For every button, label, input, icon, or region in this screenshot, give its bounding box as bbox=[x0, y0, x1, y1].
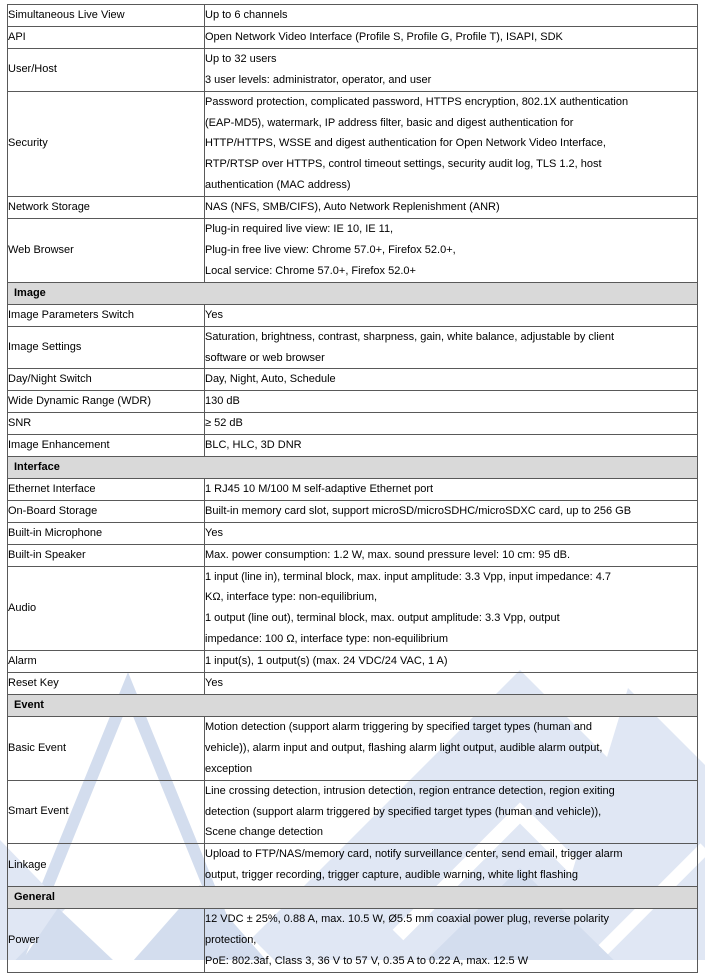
spec-value-line: Max. power consumption: 1.2 W, max. sound pressure level: 10 cm: 95 dB. bbox=[205, 548, 571, 561]
spec-value-line: Yes bbox=[205, 677, 223, 690]
spec-label: Security bbox=[8, 91, 205, 197]
spec-value-line: software or web browser bbox=[205, 351, 325, 364]
table-row bbox=[8, 844, 698, 887]
table-row bbox=[8, 478, 698, 500]
spec-value bbox=[205, 500, 698, 522]
spec-value bbox=[205, 478, 698, 500]
spec-value-line: Open Network Video Interface (Profile S, Profile G, Profile T), ISAPI, SDK bbox=[205, 30, 563, 43]
table-row bbox=[8, 219, 698, 283]
spec-label: Wide Dynamic Range (WDR) bbox=[8, 391, 205, 413]
spec-value bbox=[205, 673, 698, 695]
spec-value-line: Plug-in free live view: Chrome 57.0+, Firefox 52.0+, bbox=[205, 243, 456, 256]
spec-value-line: Built-in memory card slot, support microSD/microSDHC/microSDXC card, up to 256 GB bbox=[205, 504, 632, 517]
spec-value-line: HTTP/HTTPS, WSSE and digest authentication for Open Network Video Interface, bbox=[205, 137, 606, 150]
spec-label: Image Parameters Switch bbox=[8, 304, 205, 326]
spec-label: Smart Event bbox=[8, 780, 205, 844]
spec-value-line: Saturation, brightness, contrast, sharpness, gain, white balance, adjustable by client bbox=[205, 330, 615, 343]
section-title: Interface bbox=[8, 457, 698, 479]
spec-value bbox=[205, 522, 698, 544]
spec-label: Network Storage bbox=[8, 197, 205, 219]
spec-label: Power bbox=[8, 909, 205, 973]
spec-value bbox=[205, 369, 698, 391]
spec-value-line: exception bbox=[205, 762, 253, 775]
spec-label: SNR bbox=[8, 413, 205, 435]
spec-value-line: BLC, HLC, 3D DNR bbox=[205, 439, 302, 452]
spec-value-line: 1 input(s), 1 output(s) (max. 24 VDC/24 VAC, 1 A) bbox=[205, 655, 448, 668]
table-row bbox=[8, 5, 698, 27]
spec-value-line: RTP/RTSP over HTTPS, control timeout settings, security audit log, TLS 1.2, host bbox=[205, 158, 602, 171]
spec-value bbox=[205, 391, 698, 413]
spec-label: Built-in Microphone bbox=[8, 522, 205, 544]
spec-label: User/Host bbox=[8, 48, 205, 91]
spec-label: Reset Key bbox=[8, 673, 205, 695]
section-header-row bbox=[8, 457, 698, 479]
table-row bbox=[8, 435, 698, 457]
spec-value-line: 1 RJ45 10 M/100 M self-adaptive Ethernet port bbox=[205, 482, 434, 495]
spec-label: Linkage bbox=[8, 844, 205, 887]
spec-value bbox=[205, 413, 698, 435]
section-header-row bbox=[8, 282, 698, 304]
spec-value bbox=[205, 219, 698, 283]
spec-value-line: protection, bbox=[205, 933, 257, 946]
spec-value-line: Yes bbox=[205, 308, 223, 321]
spec-value-line: Day, Night, Auto, Schedule bbox=[205, 373, 336, 386]
spec-label: Audio bbox=[8, 566, 205, 651]
spec-value-line: 12 VDC ± 25%, 0.88 A, max. 10.5 W, Ø5.5 mm coaxial power plug, reverse polarity bbox=[205, 913, 610, 926]
spec-label: Day/Night Switch bbox=[8, 369, 205, 391]
spec-value-line: NAS (NFS, SMB/CIFS), Auto Network Replenishment (ANR) bbox=[205, 201, 500, 214]
spec-label: Basic Event bbox=[8, 716, 205, 780]
table-row bbox=[8, 391, 698, 413]
table-row bbox=[8, 780, 698, 844]
table-row bbox=[8, 326, 698, 369]
spec-value bbox=[205, 326, 698, 369]
spec-value-line: (EAP-MD5), watermark, IP address filter, basic and digest authentication for bbox=[205, 116, 574, 129]
spec-value bbox=[205, 651, 698, 673]
spec-value-line: 1 input (line in), terminal block, max. input amplitude: 3.3 Vpp, input impedance: 4.7 bbox=[205, 570, 612, 583]
spec-value bbox=[205, 544, 698, 566]
spec-value bbox=[205, 48, 698, 91]
spec-value-line: vehicle)), alarm input and output, flashing alarm light output, audible alarm output, bbox=[205, 741, 603, 754]
spec-label: Ethernet Interface bbox=[8, 478, 205, 500]
spec-value-line: 1 output (line out), terminal block, max. output amplitude: 3.3 Vpp, output bbox=[205, 612, 560, 625]
spec-value-line: Up to 32 users bbox=[205, 52, 277, 65]
table-row bbox=[8, 651, 698, 673]
spec-value-line: impedance: 100 Ω, interface type: non-equilibrium bbox=[205, 633, 449, 646]
spec-value-line: PoE: 802.3af, Class 3, 36 V to 57 V, 0.35 A to 0.22 A, max. 12.5 W bbox=[205, 954, 529, 967]
table-row bbox=[8, 716, 698, 780]
spec-value-line: Local service: Chrome 57.0+, Firefox 52.0+ bbox=[205, 264, 416, 277]
spec-value bbox=[205, 26, 698, 48]
spec-table-body bbox=[8, 5, 698, 973]
table-row bbox=[8, 500, 698, 522]
spec-value-line: 130 dB bbox=[205, 395, 240, 408]
spec-value bbox=[205, 566, 698, 651]
spec-value-line: Upload to FTP/NAS/memory card, notify surveillance center, send email, trigger alarm bbox=[205, 848, 623, 861]
table-row bbox=[8, 197, 698, 219]
section-title: General bbox=[8, 887, 698, 909]
spec-value bbox=[205, 304, 698, 326]
section-header-row bbox=[8, 887, 698, 909]
table-row bbox=[8, 91, 698, 197]
spec-value bbox=[205, 780, 698, 844]
spec-label: Image Settings bbox=[8, 326, 205, 369]
spec-label: Built-in Speaker bbox=[8, 544, 205, 566]
table-row bbox=[8, 413, 698, 435]
spec-value-line: output, trigger recording, trigger capture, audible warning, white light flashing bbox=[205, 869, 578, 882]
spec-value bbox=[205, 91, 698, 197]
table-row bbox=[8, 304, 698, 326]
table-row bbox=[8, 673, 698, 695]
spec-value-line: ≥ 52 dB bbox=[205, 417, 243, 430]
spec-value bbox=[205, 909, 698, 973]
spec-value-line: Scene change detection bbox=[205, 826, 324, 839]
spec-value-line: Up to 6 channels bbox=[205, 9, 288, 21]
spec-value-line: Password protection, complicated password, HTTPS encryption, 802.1X authentication bbox=[205, 95, 629, 108]
spec-label: Web Browser bbox=[8, 219, 205, 283]
table-row bbox=[8, 544, 698, 566]
spec-value bbox=[205, 5, 698, 27]
spec-label: API bbox=[8, 26, 205, 48]
table-row bbox=[8, 26, 698, 48]
spec-value-line: Plug-in required live view: IE 10, IE 11, bbox=[205, 223, 394, 236]
table-row bbox=[8, 566, 698, 651]
spec-value bbox=[205, 197, 698, 219]
spec-label: On-Board Storage bbox=[8, 500, 205, 522]
section-header-row bbox=[8, 695, 698, 717]
spec-label: Alarm bbox=[8, 651, 205, 673]
spec-value-line: authentication (MAC address) bbox=[205, 179, 351, 192]
table-row bbox=[8, 48, 698, 91]
spec-value bbox=[205, 844, 698, 887]
spec-value bbox=[205, 435, 698, 457]
spec-label: Simultaneous Live View bbox=[8, 5, 205, 27]
spec-value-line: Motion detection (support alarm triggering by specified target types (human and bbox=[205, 720, 593, 733]
spec-value-line: Line crossing detection, intrusion detection, region entrance detection, region exiting bbox=[205, 784, 615, 797]
spec-value-line: KΩ, interface type: non-equilibrium, bbox=[205, 591, 378, 604]
table-row bbox=[8, 369, 698, 391]
spec-value-line: detection (support alarm triggered by specified target types (human and vehicle)), bbox=[205, 805, 602, 818]
spec-value-line: Yes bbox=[205, 526, 223, 539]
table-row bbox=[8, 909, 698, 973]
section-title: Image bbox=[8, 282, 698, 304]
spec-value bbox=[205, 716, 698, 780]
spec-value-line: 3 user levels: administrator, operator, and user bbox=[205, 73, 432, 86]
section-title: Event bbox=[8, 695, 698, 717]
spec-table bbox=[7, 4, 698, 973]
spec-label: Image Enhancement bbox=[8, 435, 205, 457]
table-row bbox=[8, 522, 698, 544]
